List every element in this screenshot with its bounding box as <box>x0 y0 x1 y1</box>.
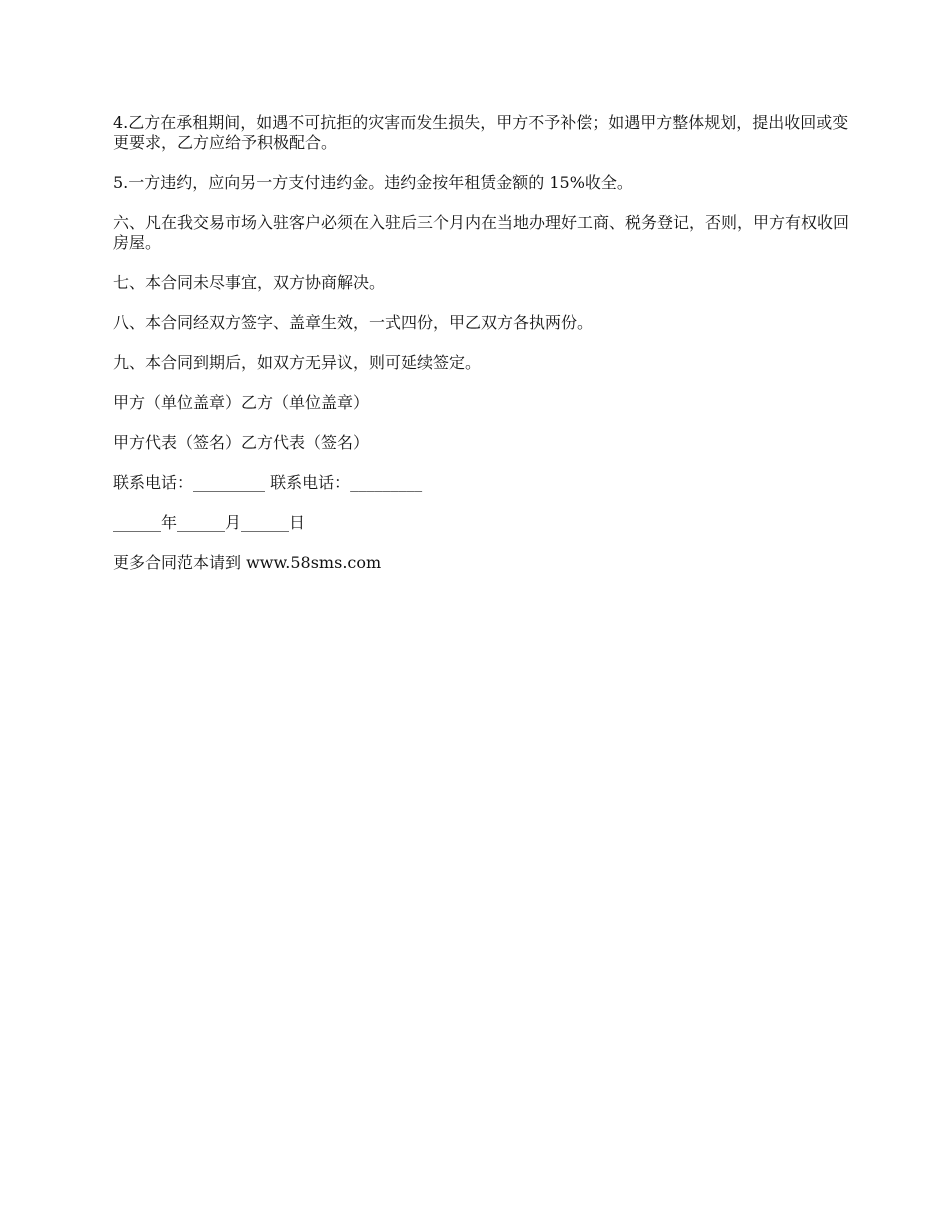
clause-nine-paragraph: 九、本合同到期后，如双方无异议，则可延续签定。 <box>113 353 482 372</box>
clause-5-paragraph: 5.一方违约，应向另一方支付违约金。违约金按年租赁金额的 15%收全。 <box>113 173 633 192</box>
seal-line: 甲方（单位盖章）乙方（单位盖章） <box>113 393 370 412</box>
clause-seven-paragraph: 七、本合同未尽事宜，双方协商解决。 <box>113 273 386 292</box>
footer-link-line: 更多合同范本请到 www.58sms.com <box>113 553 382 572</box>
document-page <box>113 113 853 593</box>
clause-4-paragraph: 4.乙方在承租期间，如遇不可抗拒的灾害而发生损失，甲方不予补偿；如遇甲方整体规划，提出收回或变更要求，乙方应给予积极配合。 <box>113 113 849 152</box>
clause-six-paragraph: 六、凡在我交易市场入驻客户必须在入驻后三个月内在当地办理好工商、税务登记，否则，甲方有权收回房屋。 <box>113 213 850 252</box>
date-line: ______年______月______日 <box>113 513 306 532</box>
phone-line: 联系电话：_________ 联系电话：_________ <box>113 473 423 492</box>
signature-line: 甲方代表（签名）乙方代表（签名） <box>113 433 370 452</box>
clause-eight-paragraph: 八、本合同经双方签字、盖章生效，一式四份，甲乙双方各执两份。 <box>113 313 594 332</box>
